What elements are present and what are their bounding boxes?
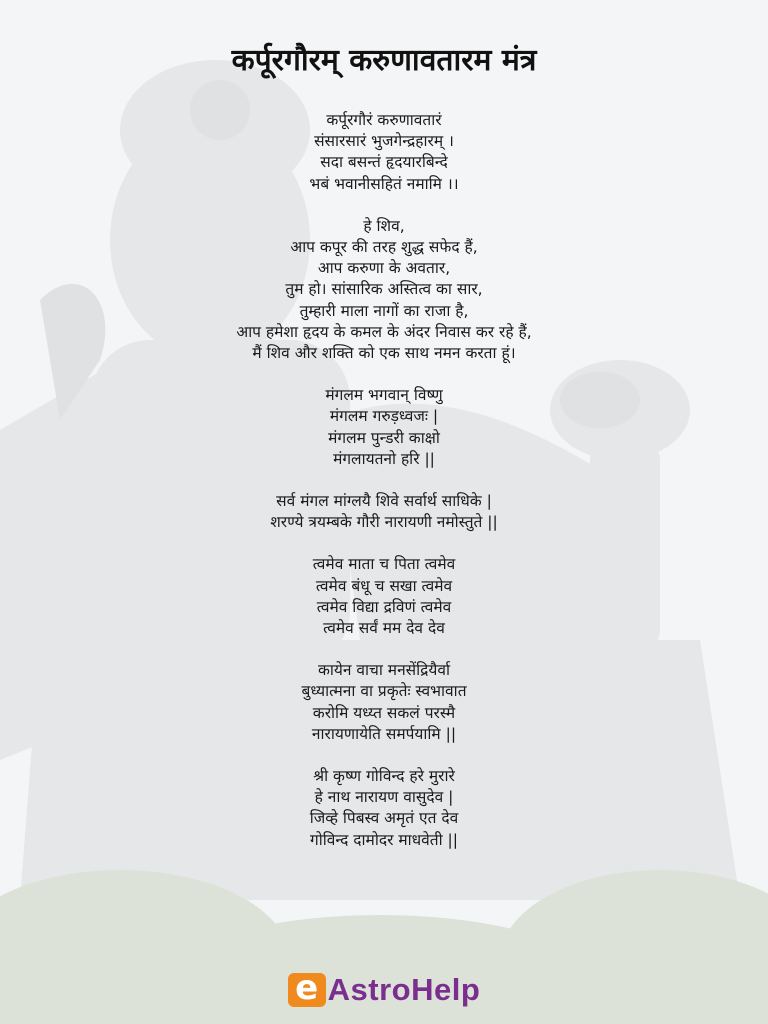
stanza-karpur-gauram xyxy=(0,110,768,195)
verse-line: सदा बसन्तं हृदयारबिन्दे xyxy=(320,153,448,172)
verse-line: त्वमेव माता च पिता त्वमेव xyxy=(312,555,456,574)
page-title: कर्पूरगौरम् करुणावतारम मंत्र xyxy=(231,43,537,78)
verse-line: गोविन्द दामोदर माधवेती || xyxy=(309,830,458,849)
mantra-body xyxy=(0,110,768,872)
verse-line: भबं भवानीसहितं नमामि ।। xyxy=(309,174,459,193)
stanza-shri-krishna xyxy=(0,766,768,851)
verse-line: आप हमेशा हृदय के कमल के अंदर निवास कर रहे हैं, xyxy=(236,322,532,341)
verse-line: त्वमेव सर्वं मम देव देव xyxy=(323,619,445,638)
verse-line: हे शिव, xyxy=(363,216,405,235)
stanza-kayena-vacha xyxy=(0,660,768,745)
verse-line: मंगलम गरुड़ध्वजः | xyxy=(329,407,439,426)
verse-line: श्री कृष्ण गोविन्द हरे मुरारे xyxy=(313,767,455,786)
verse-line: कर्पूरगौरं करुणावतारं xyxy=(326,111,442,129)
verse-line: कायेन वाचा मनसेंद्रियैर्वा xyxy=(317,661,451,680)
verse-line: सर्व मंगल मांग्लयै शिवे सर्वार्थ साधिके | xyxy=(276,492,492,511)
verse-line: संसारसारं भुजगेन्द्रहारम् । xyxy=(314,132,454,151)
verse-line: जिव्हे पिबस्व अमृतं एत देव xyxy=(309,809,459,828)
verse-line: आप करुणा के अवतार, xyxy=(317,259,451,278)
verse-line: नारायणायेति समर्पयामि || xyxy=(311,724,457,743)
verse-line: मंगलम पुन्डरी काक्षो xyxy=(328,428,440,447)
verse-line: मंगलायतनो हरि || xyxy=(333,449,435,468)
verse-line: मैं शिव और शक्ति को एक साथ नमन करता हूं। xyxy=(252,344,516,363)
logo-wordmark: AstroHelp xyxy=(327,972,481,1007)
verse-line: करोमि यध्य्त सकलं परस्मै xyxy=(312,703,456,722)
eastrohelp-logo xyxy=(0,968,768,1008)
stanza-tvameva xyxy=(0,554,768,639)
verse-line: तुम हो। सांसारिक अस्तित्व का सार, xyxy=(285,280,483,299)
verse-line: बुध्यात्मना वा प्रकृतेः स्वभावात xyxy=(301,682,467,701)
stanza-meaning xyxy=(0,216,768,364)
verse-line: तुम्हारी माला नागों का राजा है, xyxy=(299,301,469,320)
stanza-mangalam xyxy=(0,385,768,470)
verse-line: शरण्ये त्रयम्बके गौरी नारायणी नमोस्तुते || xyxy=(270,513,498,532)
verse-line: आप कपूर की तरह शुद्ध सफेद हैं, xyxy=(290,238,478,257)
verse-line: मंगलम भगवान् विष्णु xyxy=(325,386,443,405)
logo-e-mark-icon: e xyxy=(288,973,326,1007)
verse-line: त्वमेव बंधू च सखा त्वमेव xyxy=(315,576,453,595)
stanza-sarva-mangal xyxy=(0,491,768,533)
verse-line: त्वमेव विद्या द्रविणं त्वमेव xyxy=(316,597,452,616)
verse-line: हे नाथ नारायण वासुदेव | xyxy=(314,788,454,807)
